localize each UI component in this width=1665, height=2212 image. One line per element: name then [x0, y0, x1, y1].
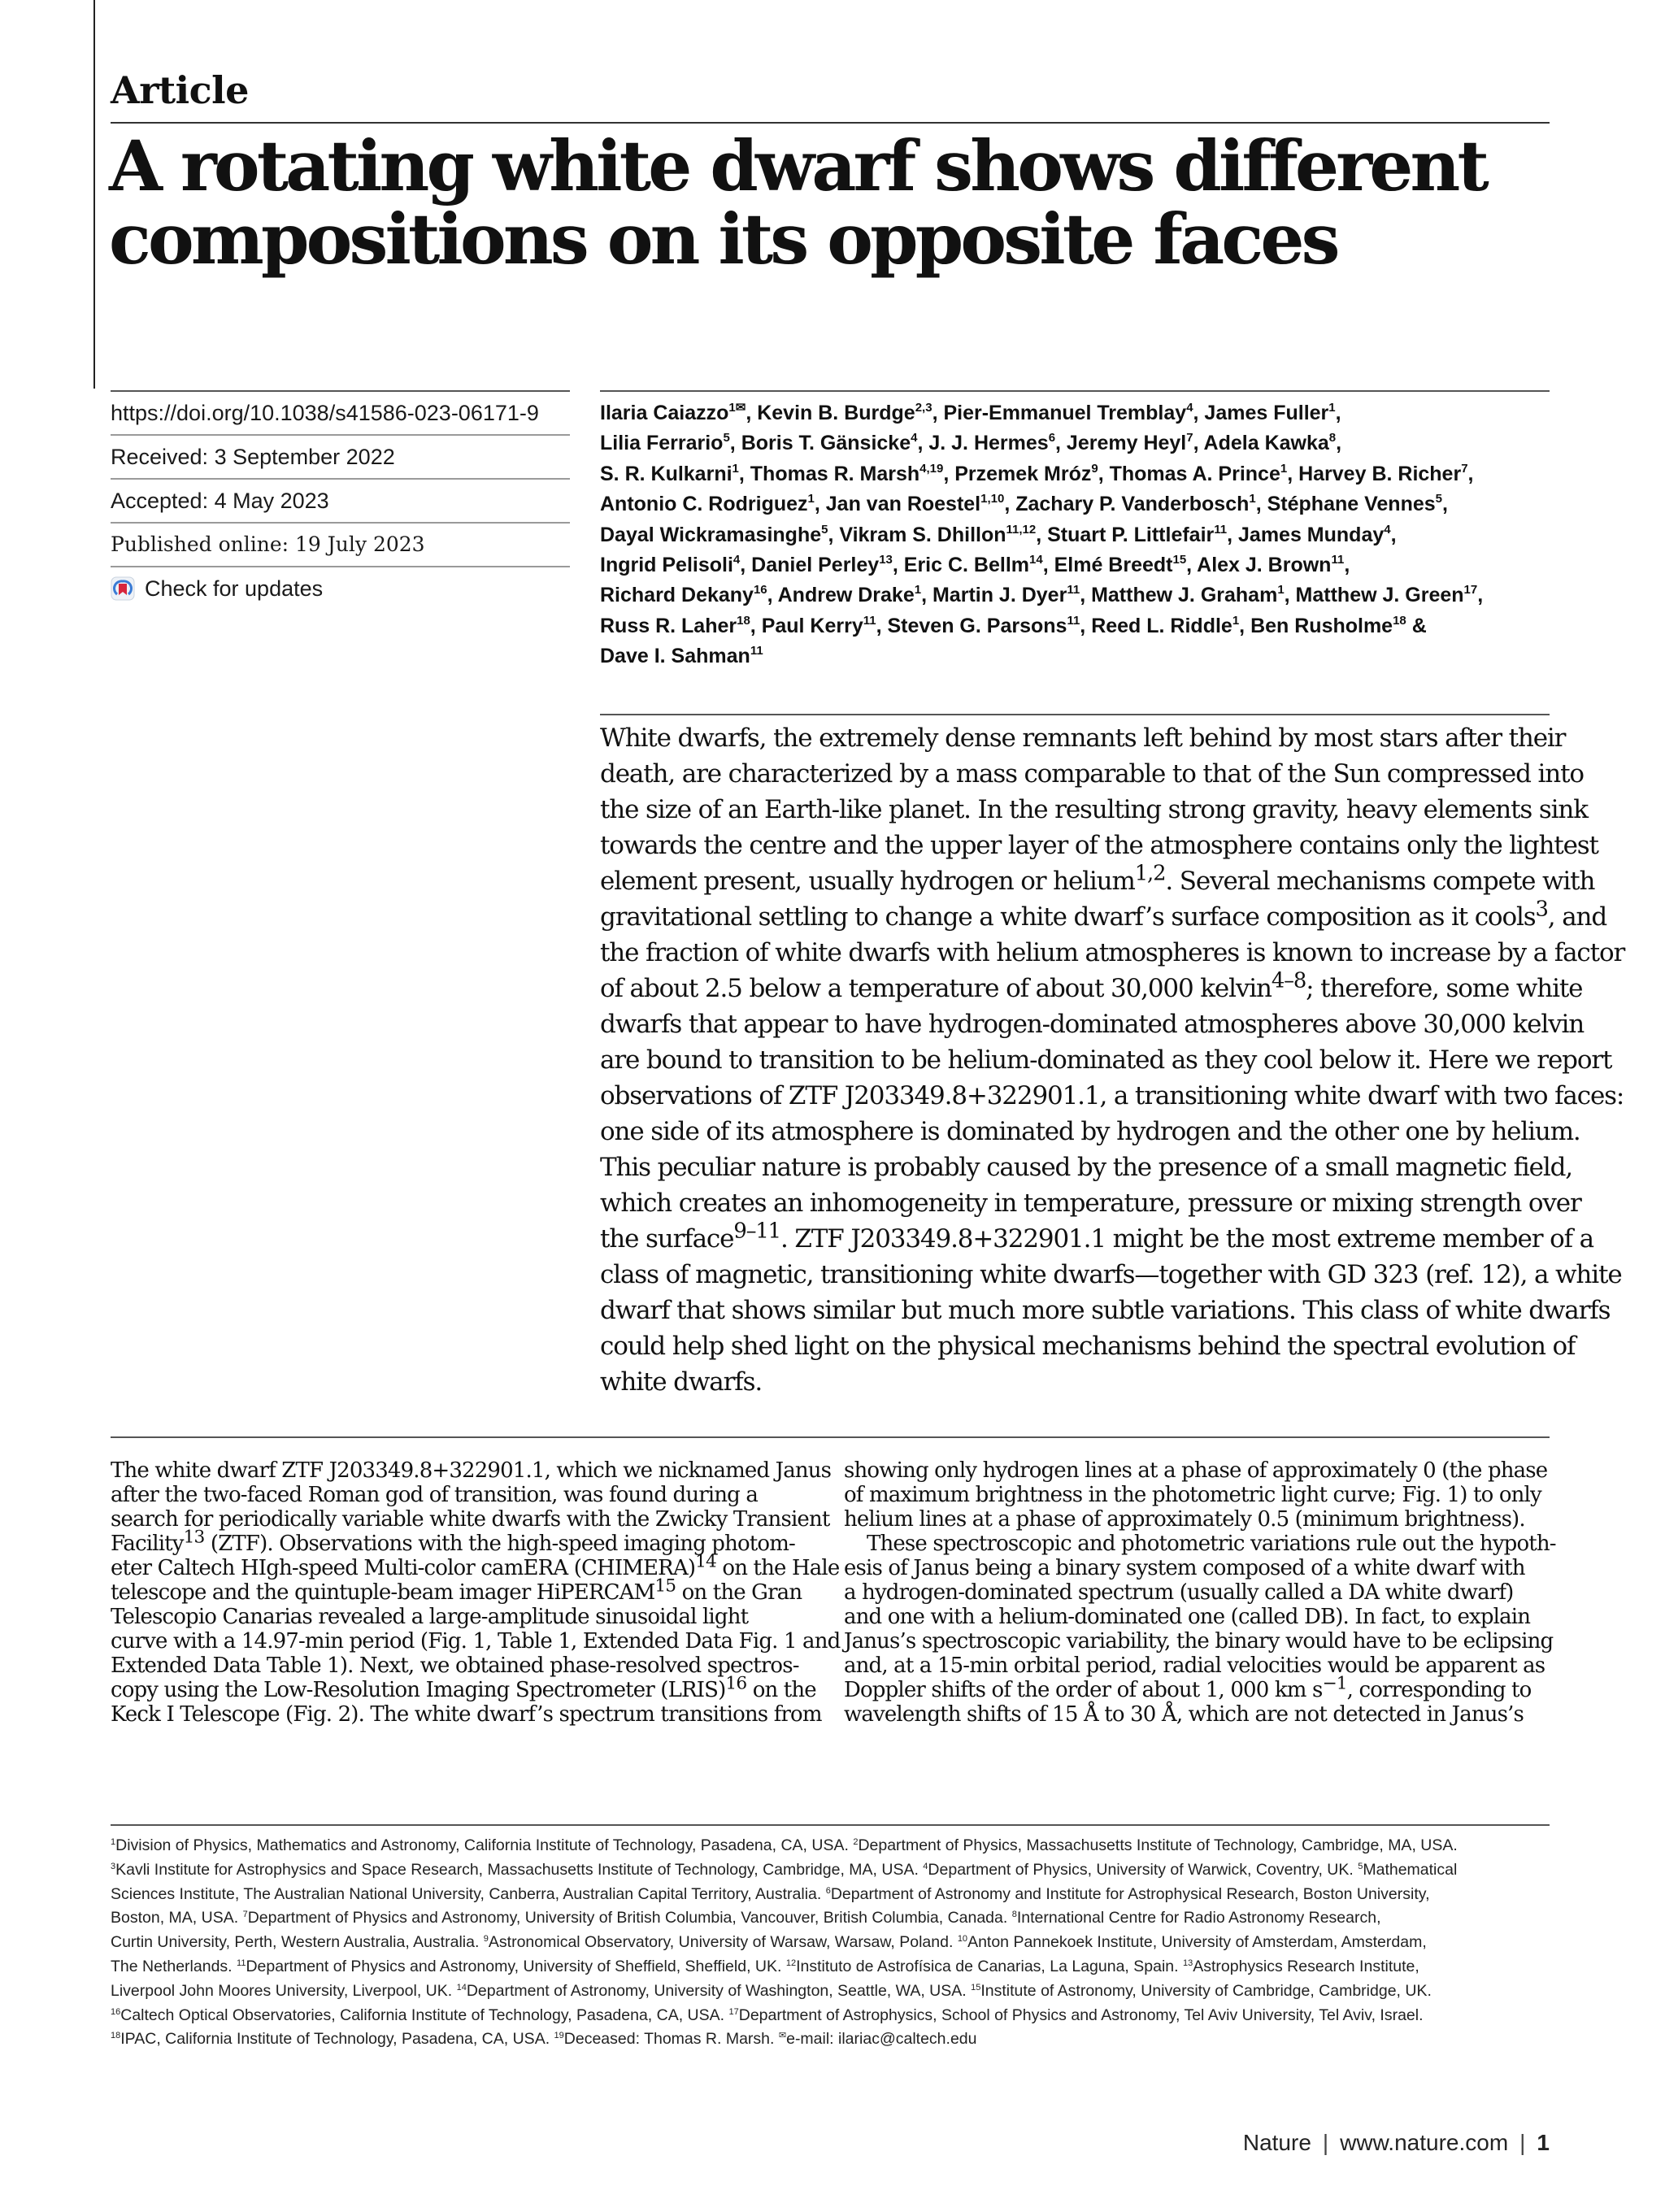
text-segment: , Zachary P. Vanderbosch	[1004, 493, 1250, 516]
affiliation-superscript: 18	[737, 613, 750, 628]
body-line	[844, 1483, 1550, 1507]
affiliation-line	[111, 1883, 1550, 1907]
affiliation-superscript: 4	[733, 553, 741, 567]
text-segment: This peculiar nature is probably caused by the presence of a small magnetic field,	[600, 1153, 1573, 1182]
text-segment: element present, usually hydrogen or helium	[600, 867, 1135, 896]
affiliation-superscript: 1	[1328, 401, 1336, 415]
text-segment: , Harvey B. Richer	[1287, 462, 1462, 485]
text-segment: curve with a 14.97-min period (Fig. 1, Table 1, Extended Data Fig. 1 and	[111, 1629, 841, 1654]
check-updates-icon	[111, 576, 135, 601]
text-segment: Astronomical Observatory, University of Warsaw, Warsaw, Poland.	[488, 1933, 958, 1952]
affiliation-number: 19	[554, 2031, 564, 2041]
affiliation-number: 2	[853, 1837, 859, 1847]
text-segment: Mathematical	[1363, 1860, 1458, 1879]
body-line	[111, 1458, 832, 1483]
text-segment: , Martin J. Dyer	[921, 584, 1067, 607]
text-segment: dwarfs that appear to have hydrogen-dominated atmospheres above 30,000 kelvin	[600, 1010, 1585, 1039]
text-segment: Keck I Telescope (Fig. 2). The white dwarf’s spectrum transitions from	[111, 1702, 822, 1727]
body-line	[111, 1507, 830, 1532]
body-line	[111, 1673, 816, 1702]
text-segment: , Matthew J. Graham	[1080, 584, 1278, 607]
affiliation-superscript: 5	[1435, 492, 1442, 506]
text-segment: , Pier-Emmanuel Tremblay	[932, 402, 1187, 424]
text-segment: IPAC, California Institute of Technology, Pasadena, CA, USA.	[120, 2030, 554, 2049]
affiliation-superscript: 1	[1280, 461, 1288, 476]
text-segment: after the two-faced Roman god of transition, was found during a	[111, 1483, 759, 1507]
affiliation-number: 15	[971, 1982, 981, 1993]
reference-superscript: 13	[183, 1527, 205, 1548]
text-segment: Doppler shifts of the order of about 1, 000 km s	[844, 1678, 1323, 1702]
text-segment: , Boris T. Gänsicke	[729, 432, 911, 455]
text-segment: ,	[1336, 432, 1342, 455]
affiliation-superscript: 4,19	[919, 461, 944, 476]
author-list	[600, 390, 1550, 672]
text-segment: white dwarfs.	[600, 1367, 763, 1397]
text-segment: , Alex J. Brown	[1186, 554, 1332, 577]
affiliation-superscript: 11	[1214, 522, 1228, 537]
text-segment: Ingrid Pelisoli	[600, 554, 733, 577]
text-segment: , Przemek Mróz	[943, 462, 1092, 485]
text-segment: The white dwarf ZTF J203349.8+322901.1, which we nicknamed Janus	[111, 1458, 832, 1483]
text-segment: ,	[1390, 523, 1397, 546]
affiliation-superscript: 1	[914, 583, 922, 598]
affiliation-superscript: 5	[723, 431, 730, 445]
text-segment: observations of ZTF J203349.8+322901.1, a transitioning white dwarf with two faces:	[600, 1081, 1624, 1110]
text-segment: , Paul Kerry	[750, 614, 863, 637]
affiliation-superscript: 1✉	[728, 401, 746, 415]
text-segment: Department of Astronomy, University of Washington, Seattle, WA, USA.	[466, 1981, 972, 2000]
affiliation-superscript: 4	[911, 431, 918, 445]
text-segment: eter Caltech HIgh-speed Multi-color camERA (CHIMERA)	[111, 1556, 696, 1580]
text-segment: Department of Astrophysics, School of Physics and Astronomy, Tel Aviv University, Tel Aviv, Israel.	[738, 2006, 1424, 2024]
text-segment: Antonio C. Rodriguez	[600, 493, 808, 516]
text-segment: the fraction of white dwarfs with helium atmospheres is known to increase by a factor	[600, 938, 1625, 967]
body-line	[844, 1629, 1554, 1654]
article-metadata	[111, 390, 570, 610]
text-segment: are bound to transition to be helium-dominated as they cool below it. Here we report	[600, 1045, 1612, 1075]
affiliation-superscript: 4	[1384, 522, 1391, 537]
text-segment: Instituto de Astrofísica de Canarias, La Laguna, Spain.	[796, 1957, 1183, 1975]
text-segment: Division of Physics, Mathematics and Astronomy, California Institute of Technology, Pasadena, CA, USA.	[115, 1836, 854, 1854]
affiliation-line	[111, 1858, 1550, 1883]
affiliation-number: 4	[923, 1861, 928, 1871]
text-segment: &	[1406, 614, 1427, 637]
text-segment: Dayal Wickramasinghe	[600, 523, 822, 546]
text-segment: Department of Astronomy and Institute for Astrophysical Research, Boston University,	[830, 1884, 1430, 1903]
affiliation-number: 5	[1358, 1861, 1363, 1871]
text-segment: on the	[746, 1678, 816, 1702]
abstract-line	[600, 792, 1588, 828]
reference-superscript: 3	[1535, 897, 1548, 922]
affiliation-superscript: 18	[1393, 613, 1406, 628]
affiliation-number: 16	[111, 2006, 121, 2017]
text-segment: Department of Physics and Astronomy, University of British Columbia, Vancouver, British Columbia, Canada.	[247, 1909, 1012, 1927]
journal-website-link[interactable]: www.nature.com	[1340, 2130, 1509, 2155]
text-segment: These spectroscopic and photometric variations rule out the hypoth-	[867, 1532, 1556, 1556]
affiliation-superscript: 13	[879, 553, 893, 567]
text-segment: Dave I. Sahman	[600, 645, 750, 668]
affiliation-number: 7	[242, 1910, 248, 1920]
text-segment: Kavli Institute for Astrophysics and Space Research, Massachusetts Institute of Technology, Cambridge, MA, USA.	[115, 1860, 924, 1879]
affiliation-superscript: 11	[1067, 583, 1080, 598]
text-segment: The Netherlands.	[111, 1957, 237, 1975]
text-segment: ,	[1335, 402, 1341, 424]
abstract-line	[600, 1328, 1576, 1364]
text-segment: Telescopio Canarias revealed a large-amplitude sinusoidal light	[111, 1605, 749, 1629]
text-segment: showing only hydrogen lines at a phase of approximately 0 (the phase	[844, 1458, 1548, 1483]
text-segment: search for periodically variable white dwarfs with the Zwicky Transient	[111, 1507, 830, 1532]
doi-link[interactable]: https://doi.org/10.1038/s41586-023-06171-9	[111, 392, 570, 436]
affiliation-superscript: 11	[863, 613, 876, 628]
received-date: Received: 3 September 2022	[111, 436, 570, 480]
author-line	[600, 641, 1550, 671]
reference-superscript: 15	[654, 1575, 676, 1597]
text-segment: , James Munday	[1227, 523, 1385, 546]
text-segment: . ZTF J203349.8+322901.1 might be the most extreme member of a	[780, 1224, 1593, 1254]
text-segment: helium lines at a phase of approximately 0.5 (minimum brightness).	[844, 1507, 1525, 1532]
text-segment: dwarf that shows similar but much more subtle variations. This class of white dwarfs	[600, 1296, 1611, 1325]
text-segment: Richard Dekany	[600, 584, 754, 607]
body-line	[844, 1580, 1550, 1605]
body-line	[844, 1532, 1556, 1556]
text-segment: death, are characterized by a mass comparable to that of the Sun compressed into	[600, 759, 1584, 789]
left-margin-rule	[93, 0, 95, 389]
author-line	[600, 550, 1550, 580]
affiliation-superscript: 1,10	[980, 492, 1005, 506]
affiliation-superscript: 1	[1249, 492, 1256, 506]
text-segment: White dwarfs, the extremely dense remnants left behind by most stars after their	[600, 724, 1566, 753]
text-segment: , Eric C. Bellm	[892, 554, 1030, 577]
affiliation-superscript: 11,12	[1006, 522, 1037, 537]
abstract-line	[600, 935, 1625, 971]
reference-superscript: 4–8	[1271, 968, 1306, 993]
check-updates-label: Check for updates	[145, 576, 324, 601]
author-line	[600, 520, 1550, 550]
text-segment: , Stéphane Vennes	[1255, 493, 1436, 516]
text-segment: Anton Pannekoek Institute, University of Amsterdam, Amsterdam,	[967, 1933, 1427, 1952]
text-segment: esis of Janus being a binary system composed of a white dwarf with	[844, 1556, 1525, 1580]
text-segment: , Elmé Breedt	[1042, 554, 1173, 577]
abstract-line	[600, 968, 1583, 1006]
affiliation-number: 17	[728, 2006, 739, 2017]
text-segment: the surface	[600, 1224, 734, 1254]
text-segment: , Jan van Roestel	[814, 493, 981, 516]
affiliation-line	[111, 1834, 1550, 1858]
published-date: Published online: 19 July 2023	[111, 524, 570, 567]
body-line	[111, 1654, 816, 1678]
text-segment: Department of Physics, University of Warwick, Coventry, UK.	[928, 1860, 1359, 1879]
body-line	[844, 1605, 1550, 1629]
affiliations-rule	[111, 1824, 1550, 1826]
text-segment: class of magnetic, transitioning white dwarfs—together with GD 323 (ref. 12), a white	[600, 1260, 1622, 1289]
text-segment: Institute of Astronomy, University of Cambridge, Cambridge, UK.	[980, 1981, 1432, 2000]
affiliation-number: 13	[1182, 1958, 1193, 1968]
body-line	[111, 1483, 816, 1507]
text-segment: could help shed light on the physical mechanisms behind the spectral evolution of	[600, 1332, 1576, 1361]
abstract-line	[600, 1257, 1622, 1293]
accepted-date: Accepted: 4 May 2023	[111, 480, 570, 524]
text-segment: , Reed L. Riddle	[1080, 614, 1232, 637]
body-line	[844, 1654, 1550, 1678]
text-segment: on the Hale	[715, 1556, 840, 1580]
header-rule	[111, 122, 1550, 124]
abstract	[600, 720, 1625, 1400]
text-segment: , Daniel Perley	[740, 554, 880, 577]
text-segment: Deceased: Thomas R. Marsh.	[563, 2030, 779, 2049]
author-line	[600, 459, 1550, 489]
text-segment: , Thomas A. Prince	[1098, 462, 1280, 485]
body-line	[844, 1702, 1550, 1727]
abstract-line	[600, 1006, 1585, 1042]
text-segment: Janus’s spectroscopic variability, the binary would have to be eclipsing	[844, 1629, 1554, 1654]
author-line	[600, 611, 1550, 641]
text-segment: ,	[1442, 493, 1448, 516]
text-segment: towards the centre and the upper layer of the atmosphere contains only the lightest	[600, 831, 1598, 860]
abstract-line	[600, 1114, 1580, 1149]
author-line	[600, 428, 1550, 458]
text-segment: ,	[1477, 584, 1484, 607]
body-line	[844, 1556, 1550, 1580]
affiliation-superscript: 9	[1091, 461, 1098, 476]
text-segment: , Vikram S. Dhillon	[828, 523, 1006, 546]
affiliation-number: 18	[111, 2031, 121, 2041]
text-segment: Astrophysics Research Institute,	[1193, 1957, 1419, 1975]
affiliation-line	[111, 1931, 1550, 1955]
text-segment: Ilaria Caiazzo	[600, 402, 729, 424]
affiliation-superscript: 8	[1328, 431, 1337, 445]
text-segment: , Stuart P. Littlefair	[1036, 523, 1215, 546]
affiliation-superscript: 11	[1067, 613, 1080, 628]
text-segment: , Steven G. Parsons	[876, 614, 1067, 637]
body-line	[111, 1605, 816, 1629]
text-segment: Caltech Optical Observatories, California Institute of Technology, Pasadena, CA, USA.	[120, 2006, 729, 2024]
text-segment: , Matthew J. Green	[1284, 584, 1464, 607]
abstract-line	[600, 828, 1598, 863]
text-segment: on the Gran	[676, 1580, 802, 1605]
text-segment: Liverpool John Moores University, Liverpool, UK.	[111, 1981, 457, 2000]
affiliations	[111, 1834, 1550, 2052]
affiliation-number: 12	[785, 1958, 797, 1968]
text-segment: , Adela Kawka	[1193, 432, 1329, 455]
text-segment: a hydrogen-dominated spectrum (usually called a DA white dwarf)	[844, 1580, 1514, 1605]
abstract-line	[600, 861, 1595, 899]
text-segment: and, at a 15-min orbital period, radial velocities would be apparent as	[844, 1654, 1545, 1678]
body-line	[844, 1673, 1550, 1702]
text-segment: International Centre for Radio Astronomy Research,	[1016, 1909, 1381, 1927]
affiliation-superscript: 1	[1232, 613, 1240, 628]
text-segment: copy using the Low-Resolution Imaging Spectrometer (LRIS)	[111, 1678, 726, 1702]
affiliation-superscript: 11	[750, 644, 763, 658]
text-segment: (ZTF). Observations with the high-speed imaging photom-	[204, 1532, 795, 1556]
reference-superscript: 14	[695, 1551, 716, 1572]
affiliation-superscript: 1	[732, 461, 739, 476]
footer-separator: |	[1322, 2130, 1329, 2155]
page-footer	[1243, 2130, 1550, 2156]
text-segment: Boston, MA, USA.	[111, 1909, 243, 1927]
abstract-line	[600, 756, 1584, 792]
text-segment: , J. J. Hermes	[917, 432, 1049, 455]
text-segment: which creates an inhomogeneity in temperature, pressure or mixing strength over	[600, 1189, 1581, 1218]
text-segment: ; therefore, some white	[1306, 974, 1583, 1003]
text-segment: Department of Physics, Massachusetts Institute of Technology, Cambridge, MA, USA.	[858, 1836, 1458, 1854]
text-segment: telescope and the quintuple-beam imager HiPERCAM	[111, 1580, 655, 1605]
reference-superscript: 16	[725, 1673, 747, 1694]
affiliation-number: 11	[237, 1958, 246, 1968]
text-segment: Lilia Ferrario	[600, 432, 724, 455]
text-segment: , and	[1547, 902, 1607, 932]
affiliation-superscript: 1	[807, 492, 815, 506]
abstract-line	[600, 1219, 1593, 1257]
abstract-line	[600, 1364, 1550, 1400]
section-label: Article	[111, 68, 249, 112]
text-segment: and one with a helium-dominated one (called DB). In fact, to explain	[844, 1605, 1531, 1629]
text-segment: Curtin University, Perth, Western Australia, Australia.	[111, 1933, 484, 1952]
text-segment: , Jeremy Heyl	[1055, 432, 1187, 455]
affiliation-superscript: 7	[1461, 461, 1468, 476]
affiliation-number: 14	[456, 1982, 467, 1993]
text-segment: wavelength shifts of 15 Å to 30 Å, which are not detected in Janus’s	[844, 1702, 1524, 1727]
affiliation-line	[111, 1980, 1550, 2004]
author-line	[600, 580, 1550, 611]
affiliation-superscript: 11	[1331, 553, 1345, 567]
abstract-line	[600, 1042, 1612, 1078]
affiliation-superscript: 1	[1277, 583, 1285, 598]
title-line: A rotating white dwarf shows different	[109, 126, 1486, 207]
text-segment: Extended Data Table 1). Next, we obtained phase-resolved spectros-	[111, 1654, 799, 1678]
text-segment: Sciences Institute, The Australian National University, Canberra, Australian Capital Territory, Australia.	[111, 1884, 826, 1903]
reference-superscript: −1	[1322, 1673, 1347, 1694]
body-column-left	[111, 1458, 841, 1727]
text-segment: , corresponding to	[1346, 1678, 1532, 1702]
page-number: 1	[1537, 2130, 1550, 2155]
affiliation-line	[111, 2027, 1550, 2052]
text-segment: , Thomas R. Marsh	[738, 462, 920, 485]
journal-name: Nature	[1242, 2130, 1311, 2155]
affiliation-superscript: 15	[1172, 553, 1187, 567]
author-line	[600, 489, 1550, 519]
text-segment: Facility	[111, 1532, 184, 1556]
check-for-updates-link[interactable]	[111, 567, 570, 610]
body-line	[111, 1702, 822, 1727]
affiliation-line	[111, 2004, 1550, 2028]
body-line	[844, 1458, 1550, 1483]
affiliation-superscript: 7	[1186, 431, 1193, 445]
text-segment: of about 2.5 below a temperature of about 30,000 kelvin	[600, 974, 1272, 1003]
text-segment: . Several mechanisms compete with	[1165, 867, 1595, 896]
affiliation-superscript: 16	[753, 583, 767, 598]
affiliation-number: 3	[111, 1861, 116, 1871]
footer-separator: |	[1519, 2130, 1526, 2155]
body-line	[844, 1507, 1550, 1532]
text-segment: e-mail: ilariac@caltech.edu	[786, 2030, 977, 2049]
article-title	[109, 126, 1556, 280]
body-line	[111, 1629, 841, 1654]
affiliation-line	[111, 1955, 1550, 1980]
text-segment: one side of its atmosphere is dominated by hydrogen and the other one by helium.	[600, 1117, 1580, 1146]
affiliation-superscript: 5	[821, 522, 828, 537]
text-segment: , Andrew Drake	[767, 584, 915, 607]
text-segment: Russ R. Laher	[600, 614, 737, 637]
text-segment: gravitational settling to change a white dwarf’s surface composition as it cools	[600, 902, 1536, 932]
abstract-line	[600, 720, 1566, 756]
affiliation-superscript: 4	[1186, 401, 1193, 415]
body-column-right	[844, 1458, 1556, 1727]
affiliation-number: 8	[1011, 1910, 1017, 1920]
affiliation-number: ✉	[778, 2031, 787, 2041]
text-segment: , Ben Rusholme	[1239, 614, 1393, 637]
abstract-line	[600, 897, 1607, 935]
text-segment: ,	[1467, 462, 1474, 485]
abstract-line	[600, 1149, 1573, 1185]
text-segment: , James Fuller	[1193, 402, 1329, 424]
affiliation-number: 1	[111, 1837, 116, 1847]
abstract-line	[600, 1293, 1611, 1328]
affiliation-superscript: 17	[1463, 583, 1478, 598]
text-segment: Department of Physics and Astronomy, University of Sheffield, Sheffield, UK.	[246, 1957, 786, 1975]
author-line	[600, 398, 1550, 428]
text-segment: S. R. Kulkarni	[600, 462, 733, 485]
affiliation-number: 10	[957, 1934, 968, 1945]
abstract-line	[600, 1185, 1581, 1221]
text-segment: of maximum brightness in the photometric light curve; Fig. 1) to only	[844, 1483, 1541, 1507]
reference-superscript: 9–11	[733, 1219, 780, 1244]
body-rule	[111, 1436, 1550, 1438]
reference-superscript: 1,2	[1134, 861, 1166, 886]
affiliation-line	[111, 1906, 1550, 1931]
body-line	[111, 1575, 816, 1605]
abstract-rule	[600, 714, 1550, 715]
affiliation-superscript: 14	[1029, 553, 1043, 567]
title-line: compositions on its opposite faces	[109, 199, 1337, 280]
text-segment: ,	[1344, 554, 1350, 577]
text-segment: , Kevin B. Burdge	[746, 402, 915, 424]
text-segment: the size of an Earth-like planet. In the resulting strong gravity, heavy elements sink	[600, 795, 1588, 824]
affiliation-superscript: 6	[1048, 431, 1056, 445]
affiliation-number: 6	[825, 1885, 831, 1896]
abstract-line	[600, 1078, 1624, 1114]
body-line	[111, 1551, 840, 1580]
affiliation-number: 9	[483, 1934, 489, 1945]
affiliation-superscript: 2,3	[915, 401, 932, 415]
